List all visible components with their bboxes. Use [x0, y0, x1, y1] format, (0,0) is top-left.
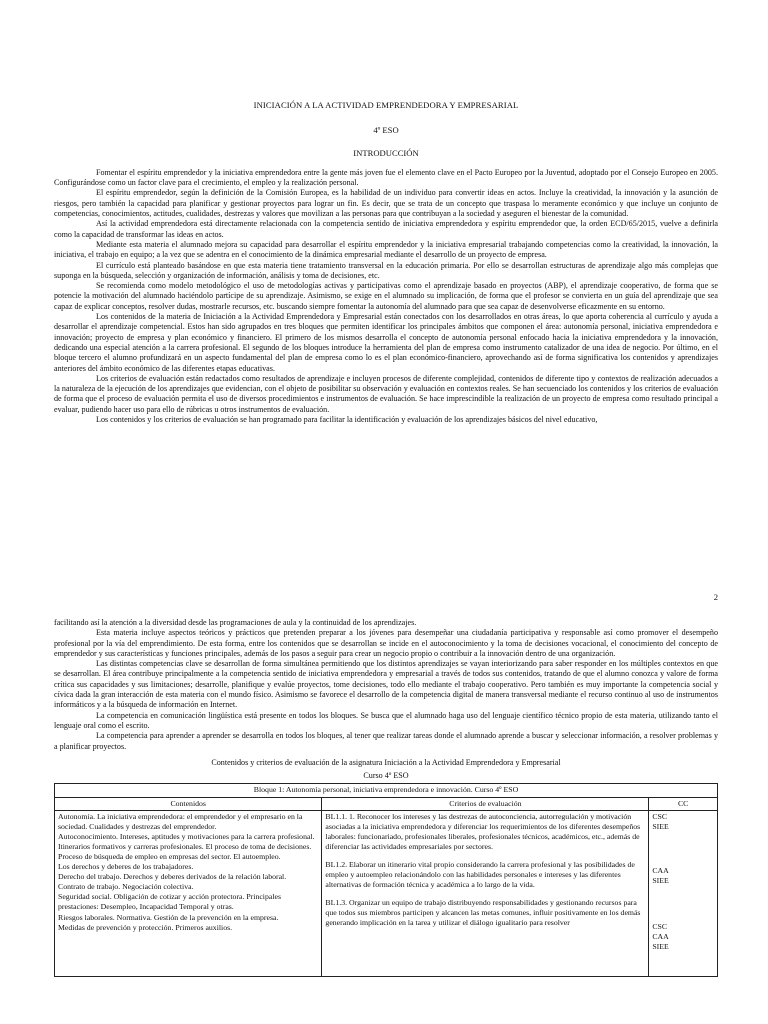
- paragraph: Esta materia incluye aspectos teóricos y prácticos que pretenden preparar a los jóvenes para desempeñar una ciudadanía participativa y responsable así como promover el desempeño profesional por la vía del emprendimiento. De esta forma, entre los contenidos que se desarrollan se incide en el autoconocimiento y la toma de decisiones vocacional, el conocimiento del concepto de emprendedor y sus características y funciones principales, además de los pasos a seguir para crear un negocio propio o contribuir a la innovación dentro de una organización.: [54, 628, 718, 658]
- content-item: Contrato de trabajo. Negociación colectiva.: [58, 882, 194, 892]
- content-item: Medidas de prevención y protección. Primeros auxilios.: [58, 922, 233, 932]
- course-label: 4º ESO: [373, 125, 399, 136]
- paragraph: Mediante esta materia el alumnado mejora su capacidad para desarrollar el espíritu emprendedor y la iniciativa empresarial trabajando competencias como la creatividad, la innovación, la iniciativa, el trabajo en equipo; a la vez que se adentra en el conocimiento de la dinámica empresarial mediante el desarrollo de un proyecto de empresa.: [54, 239, 718, 260]
- paragraph: Se recomienda como modelo metodológico el uso de metodologías activas y participativas como el aprendizaje basado en proyectos (ABP), el aprendizaje cooperativo, de forma que se potencie la motivación del alumnado haciéndolo partícipe de su aprendizaje. Asimismo, se exige en el alumnado su implicación, de forma que el profesor se convierta en un guía del aprendizaje que sea capaz de explicar conceptos, resolver dudas, mostrarle recursos, etc. buscando siempre fomentar la autonomía del alumnado para que sea capaz de desenvolverse eficazmente en su entorno.: [54, 281, 718, 311]
- document-page-1: [54, 100, 718, 520]
- contents-cell: [55, 810, 322, 977]
- column-header-cc: CC: [649, 797, 718, 810]
- content-item: Riesgos laborales. Normativa. Gestión de la prevención en la empresa.: [58, 912, 279, 922]
- continuation-line: facilitando así la atención a la diversidad desde las programaciones de aula y la continuidad de los aprendizajes.: [54, 618, 417, 627]
- paragraph: La competencia en comunicación lingüística está presente en todos los bloques. Se busca que el alumnado haga uso del lenguaje científico técnico propio de esta materia, utilizando tanto el lenguaje oral como el escrito.: [54, 710, 718, 730]
- criterion-item: BL1.3. Organizar un equipo de trabajo distribuyendo responsabilidades y gestionando recursos para que todos sus miembros participen y alcancen las metas comunes, influir positivamente en los demás generando implicación en la tarea y utilizar el diálogo igualitario para resolver: [325, 898, 641, 928]
- table-caption: Contenidos y criterios de evaluación de la asignatura Iniciación a la Actividad Emprendedora y Empresarial: [211, 757, 561, 767]
- cc-cell: [649, 810, 718, 977]
- content-item: Los derechos y deberes de los trabajadores.: [58, 862, 194, 872]
- paragraph: Las distintas competencias clave se desarrollan de forma simultánea permitiendo que los distintos aprendizajes se vayan interiorizando para saber responder en los múltiples contextos en que se desarrollan. El área contribuye principalmente a la competencia sentido de iniciativa emprendedora y empresarial a través de todos sus contenidos, tratando de que el alumno conozca y valore de forma crítica sus capacidades y sus limitaciones; desarrolle, planifique y evalúe proyectos, tome decisiones, todo ello mediante el trabajo cooperativo. Pero también es muy importante la competencia social y cívica dada la gran interacción de esta materia con el mundo físico. Asimismo se favorece el desarrollo de la competencia digital de manera transversal mediante el recurso continuo al uso de instrumentos informáticos y a la búsqueda de información en Internet.: [54, 659, 718, 710]
- criteria-cell: [322, 810, 649, 977]
- block-title-row: [55, 784, 718, 797]
- page-number: 2: [713, 592, 718, 602]
- column-header-contenidos: Contenidos: [55, 797, 322, 810]
- paragraph: Fomentar el espíritu emprendedor y la iniciativa emprendedora entre la gente más joven fue el elemento clave en el Pacto Europeo por la Juventud, adoptado por el Consejo Europeo en 2005. Configurándose como un factor clave para el crecimiento, el empleo y la realización personal.: [54, 167, 718, 188]
- intro-body: [54, 168, 718, 425]
- section-heading: INTRODUCCIÓN: [353, 147, 419, 158]
- cc-item: CAA SIEE: [652, 865, 669, 885]
- paragraph: Los criterios de evaluación están redactados como resultados de aprendizaje e incluyen procesos de diferente complejidad, contenidos de diferente tipo y contextos de realización adecuados a la naturaleza de la ejecución de los aprendizajes que evidencian, con el objeto de posibilitar su observación y evaluación en contextos reales. Se han secuenciado los contenidos y los criterios de evaluación de forma que el proceso de evaluación permita el uso de diversos procedimientos e instrumentos de evaluación. Se hace imprescindible la realización de un proyecto de empresa como resultado principal a evaluar, pudiendo hacer uso para ello de rúbricas u otros instrumentos de evaluación.: [54, 373, 718, 414]
- paragraph: La competencia para aprender a aprender se desarrolla en todos los bloques, al tener que realizar tareas donde el alumnado aprende a buscar y seleccionar información, a resolver problemas y a planificar proyectos.: [54, 731, 718, 751]
- curriculum-table: [54, 783, 718, 977]
- paragraph: Los contenidos de la materia de Iniciación a la Actividad Emprendedora y Empresarial están conectados con los desarrollados en otras áreas, lo que aporta coherencia al currículo y ayuda a desarrollar el aprendizaje competencial. Estos han sido agrupados en tres bloques que permiten identificar los principales ámbitos que componen el área: autonomía personal, iniciativa emprendedora e innovación; proyecto de empresa y plan económico y financiero. El primero de los mismos desarrolla el concepto de autonomía personal enfocado hacia la iniciativa emprendedora y la innovación, dedicando una especial atención a la carrera profesional. El segundo de los bloques introduce la herramienta del plan de empresa como instrumento catalizador de una idea de negocio. Por último, en el bloque tercero el alumno profundizará en un aspecto fundamental del plan de empresa como lo es el plan económico-financiero, aprovechando así de forma significativa los contenidos y aprendizajes anteriores del ámbito económico de las diferentes etapas educativas.: [54, 312, 718, 373]
- cc-item: CSC CAA SIEE: [652, 922, 669, 952]
- content-item: Autonomía. La iniciativa emprendedora: el emprendedor y el empresario en la sociedad. Cualidades y destrezas del emprendedor.: [58, 811, 303, 831]
- content-item: Itinerarios formativos y carreras profesionales. El proceso de toma de decisiones. Proceso de búsqueda de empleo en empresas del sector. El autoempleo.: [58, 841, 312, 862]
- paragraph: Así la actividad emprendedora está directamente relacionada con la competencia sentido de iniciativa emprendedora y espíritu emprendedor que, la orden ECD/65/2015, vuelve a definirla como la capacidad de transformar las ideas en actos.: [54, 219, 718, 239]
- block-title: Bloque 1: Autonomía personal, iniciativa emprendedora e innovación. Curso 4º ESO: [55, 784, 718, 797]
- content-item: Derecho del trabajo. Derechos y deberes derivados de la relación laboral.: [58, 872, 287, 882]
- document-page-2: [54, 618, 718, 977]
- table-row: [55, 810, 718, 977]
- cc-item: CSC SIEE: [652, 811, 669, 831]
- paragraph: El espíritu emprendedor, según la definición de la Comisión Europea, es la habilidad de un individuo para convertir ideas en actos. Incluye la creatividad, la innovación y la asunción de riesgos, pero también la capacidad para planificar y gestionar proyectos para lograr un fin. Es decir, que se trata de un concepto que traspasa lo meramente económico y que incluye un conjunto de competencias, conocimientos, actitudes, cualidades, destrezas y valores que movilizan a las personas para que contribuyan a la sociedad y aseguren el bienestar de la comunidad.: [54, 188, 718, 219]
- paragraph: El currículo está planteado basándose en que esta materia tiene tratamiento transversal en la educación primaria. Por ello se desarrollan estructuras de aprendizaje algo más complejas que suponga en la búsqueda, selección y organización de información, análisis y toma de decisiones, etc.: [54, 260, 718, 280]
- paragraph: Los contenidos y los criterios de evaluación se han programado para facilitar la identificación y evaluación de los aprendizajes básicos del nivel educativo,: [96, 415, 598, 425]
- criterion-item: BL1.2. Elaborar un itinerario vital propio considerando la carrera profesional y las posibilidades de empleo y autoempleo relacionándolo con las habilidades personales e intereses y las diferentes alternativas de formación técnica y académica a lo largo de la vida.: [325, 860, 635, 890]
- table-header-row: [55, 797, 718, 810]
- criterion-item: BL1.1. 1. Reconocer los intereses y las destrezas de autoconciencia, autorregulación y motivación asociadas a la iniciativa emprendedora y diferenciar los requerimientos de los diferentes desempeños laborales: funcionariado, profesionales liberales, profesionales técnicos, académicos, etc., además de diferenciar las actividades empresariales por sectores.: [325, 811, 641, 851]
- column-header-criterios: Criterios de evaluación: [322, 797, 649, 810]
- document-title: INICIACIÓN A LA ACTIVIDAD EMPRENDEDORA Y EMPRESARIAL: [253, 100, 519, 110]
- content-item: Autoconocimiento. Intereses, aptitudes y motivaciones para la carrera profesional.: [58, 831, 315, 841]
- content-item: Seguridad social. Obligación de cotizar y acción protectora. Principales prestaciones: Desempleo, Incapacidad Temporal y otras.: [58, 892, 281, 912]
- table-course: Curso 4º ESO: [363, 771, 409, 781]
